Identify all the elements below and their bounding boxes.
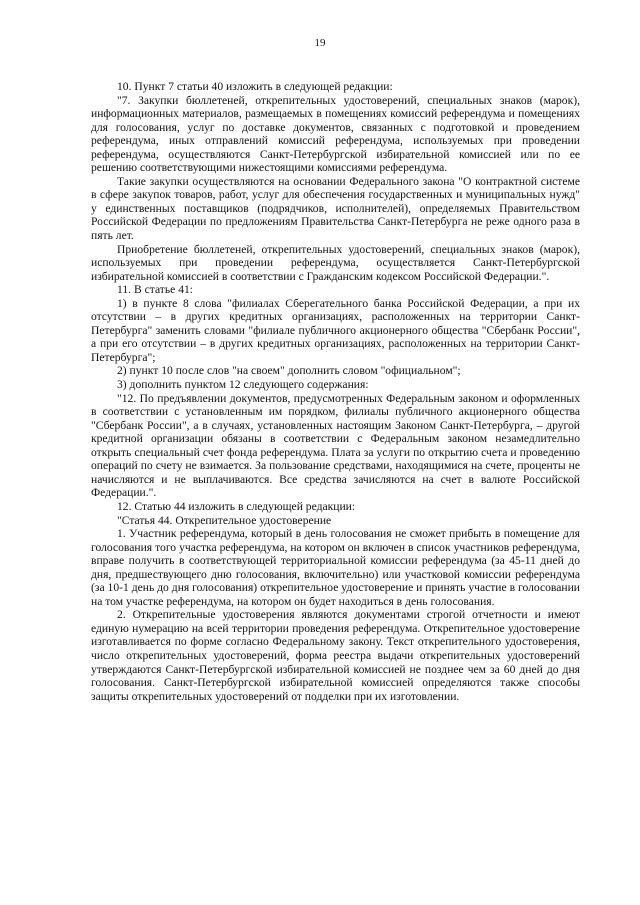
document-body bbox=[91, 80, 580, 703]
paragraph-item-12-header: 12. Статью 44 изложить в следующей редакции: bbox=[117, 499, 356, 513]
paragraph-article-44-title: "Статья 44. Открепительное удостоверение bbox=[117, 513, 332, 527]
paragraph-article-44-point-2: 2. Открепительные удостоверения являются документами строгой отчетности и имеют единую нумерацию на всей территории проведения референдума. Открепительное удостоверение изготавливается по форме согласно Федеральному закону. Текст открепительного удостоверения, число открепительных удостоверений, форма реестра выдачи открепительных удостоверений утверждаются Санкт-Петербургской избирательной комиссией не позднее чем за 60 дней до дня голосования. Санкт-Петербургской избирательной комиссией определяются также способы защиты открепительных удостоверений от подделки при их изготовлении. bbox=[91, 608, 580, 703]
page-number: 19 bbox=[314, 37, 326, 49]
paragraph-item-11-header: 11. В статье 41: bbox=[117, 283, 194, 297]
paragraph-subitem-3: 3) дополнить пунктом 12 следующего содержания: bbox=[117, 378, 369, 392]
paragraph-point-12-bank-account: "12. По предъявлении документов, предусмотренных Федеральным законом и оформленных в соответствии с установленным им порядком, филиалы публичного акционерного общества "Сбербанк России", а в случаях, установленных настоящим Законом Санкт-Петербурга, – другой кредитной организации обязаны в соответствии с Федеральным законом незамедлительно открыть специальный счет фонда референдума. Плата за услуги по открытию счета и проведению операций по счету не взимается. За пользование средствами, находящимися на счете, проценты не начисляются и не выплачиваются. Все средства зачисляются на счет в валюте Российской Федерации.". bbox=[91, 391, 580, 500]
paragraph-article-44-point-1: 1. Участник референдума, который в день голосования не сможет прибыть в помещение для голосования того участка референдума, на котором он включен в список участников референдума, вправе получить в соответствующей территориальной комиссии референдума (за 45-11 дней до дня, предшествующего дню голосования, включительно) или участковой комиссии референдума (за 10-1 день до дня голосования) открепительное удостоверение и принять участие в голосовании на том участке референдума, на котором он будет находиться в день голосования. bbox=[91, 527, 580, 608]
paragraph-point-7-procurement: "7. Закупки бюллетеней, открепительных удостоверений, специальных знаков (марок), информационных материалов, размещаемых в помещениях комиссий референдума и помещениях для голосования, услуг по доставке документов, связанных с подготовкой и проведением референдума, иных отправлений комиссий референдума, используемых при проведении референдума, осуществляются Санкт-Петербургской избирательной комиссией или по ее решению соответствующими нижестоящими комиссиями референдума. bbox=[91, 93, 580, 175]
paragraph-procurement-basis: Такие закупки осуществляются на основании Федерального закона "О контрактной системе в сфере закупок товаров, работ, услуг для обеспечения государственных и муниципальных нужд" у единственных поставщиков (подрядчиков, исполнителей), определяемых Правительством Российской Федерации по предложениям Правительства Санкт-Петербурга не реже одного раза в пять лет. bbox=[91, 174, 580, 243]
paragraph-subitem-1: 1) в пункте 8 слова "филиалах Сберегательного банка Российской Федерации, а при их отсутствии – в других кредитных организациях, расположенных на территории Санкт-Петербурга" заменить словами "филиале публичного акционерного общества "Сбербанк России", а при его отсутствии – в других кредитных организациях, расположенных на территории Санкт-Петербурга"; bbox=[91, 296, 580, 364]
paragraph-ballot-acquisition: Приобретение бюллетеней, открепительных удостоверений, специальных знаков (марок), используемых при проведении референдума, осуществляется Санкт-Петербургской избирательной комиссией в соответствии с Гражданским кодексом Российской Федерации.". bbox=[91, 242, 580, 283]
paragraph-item-10-header: 10. Пункт 7 статьи 40 изложить в следующей редакции: bbox=[117, 80, 393, 93]
paragraph-subitem-2: 2) пункт 10 после слов "на своем" дополнить словом "официальном"; bbox=[117, 364, 461, 378]
